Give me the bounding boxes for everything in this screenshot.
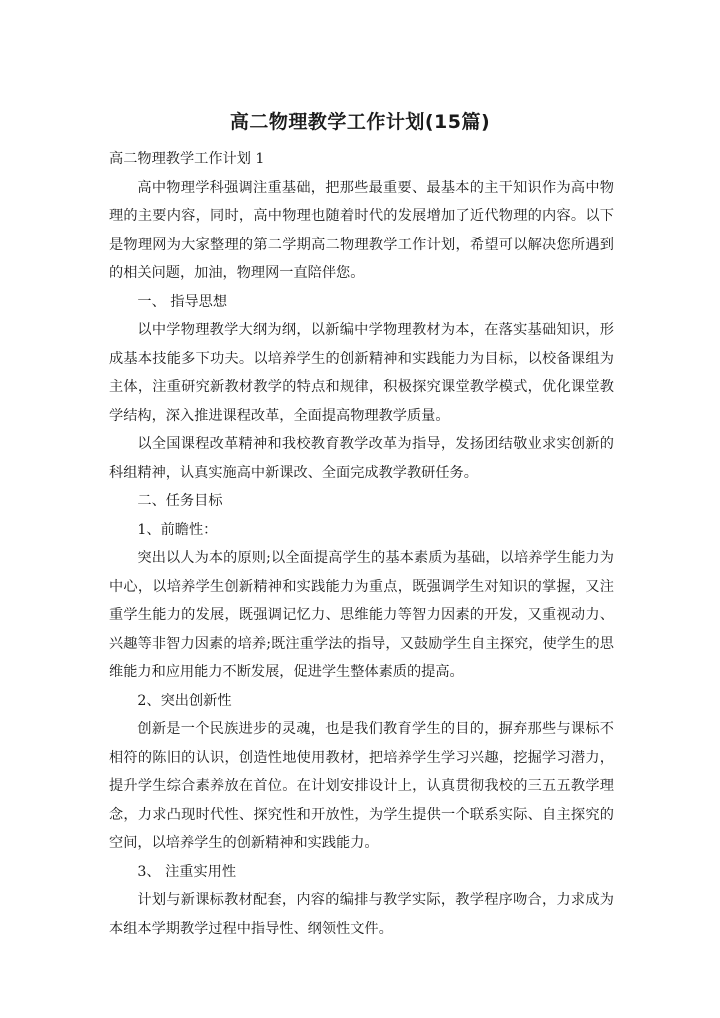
subheading-innovation: 2、突出创新性 <box>137 692 232 709</box>
subheading-forward-looking: 1、前瞻性： <box>137 521 218 538</box>
guiding-paragraph-2: 以全国课程改革精神和我校教育教学改革为指导，发扬团结敬业求实创新的科组精神，认真实施高中新课改、全面完成教学教研任务。 <box>109 436 614 481</box>
guiding-paragraph-1: 以中学物理教学大纲为纲，以新编中学物理教材为本，在落实基础知识，形成基本技能多下功夫。以培养学生的创新精神和实践能力为目标，以校备课组为主体，注重研究新教材教学的特点和规律，积极探究课堂教学模式，优化课堂教学结构，深入推进课程改革，全面提高物理教学质量。 <box>109 322 614 424</box>
document-body <box>109 145 614 943</box>
heading-task-goals: 二、任务目标 <box>137 493 223 509</box>
innovation-paragraph: 创新是一个民族进步的灵魂，也是我们教育学生的目的，摒弃那些与课标不相符的陈旧的认识，创造性地使用教材，把培养学生学习兴趣，挖掘学习潜力，提升学生综合素养放在首位。在计划安排设计上，认真贯彻我校的三五五教学理念，力求凸现时代性、探究性和开放性，为学生提供一个联系实际、自主探究的空间，以培养学生的创新精神和实践能力。 <box>109 721 614 851</box>
section-title: 高二物理教学工作计划 1 <box>109 151 265 167</box>
document-title: 高二物理教学工作计划(15篇) <box>229 111 491 133</box>
intro-paragraph: 高中物理学科强调注重基础，把那些最重要、最基本的主干知识作为高中物理的主要内容，同时，高中物理也随着时代的发展增加了近代物理的内容。以下是物理网为大家整理的第二学期高二物理教学工作计划，希望可以解决您所遇到的相关问题，加油，物理网一直陪伴您。 <box>109 179 614 281</box>
practicality-paragraph: 计划与新课标教材配套，内容的编排与教学实际，教学程序吻合，力求成为本组本学期教学过程中指导性、纲领性文件。 <box>109 892 614 937</box>
forward-looking-paragraph: 突出以人为本的原则;以全面提高学生的基本素质为基础，以培养学生能力为中心，以培养学生创新精神和实践能力为重点，既强调学生对知识的掌握，又注重学生能力的发展，既强调记忆力、思维能力等智力因素的开发，又重视动力、兴趣等非智力因素的培养;既注重学法的指导，又鼓励学生自主探究，使学生的思维能力和应用能力不断发展，促进学生整体素质的提高。 <box>109 550 614 680</box>
subheading-practicality: 3、 注重实用性 <box>137 863 237 880</box>
heading-guiding-ideology: 一、 指导思想 <box>137 293 228 310</box>
